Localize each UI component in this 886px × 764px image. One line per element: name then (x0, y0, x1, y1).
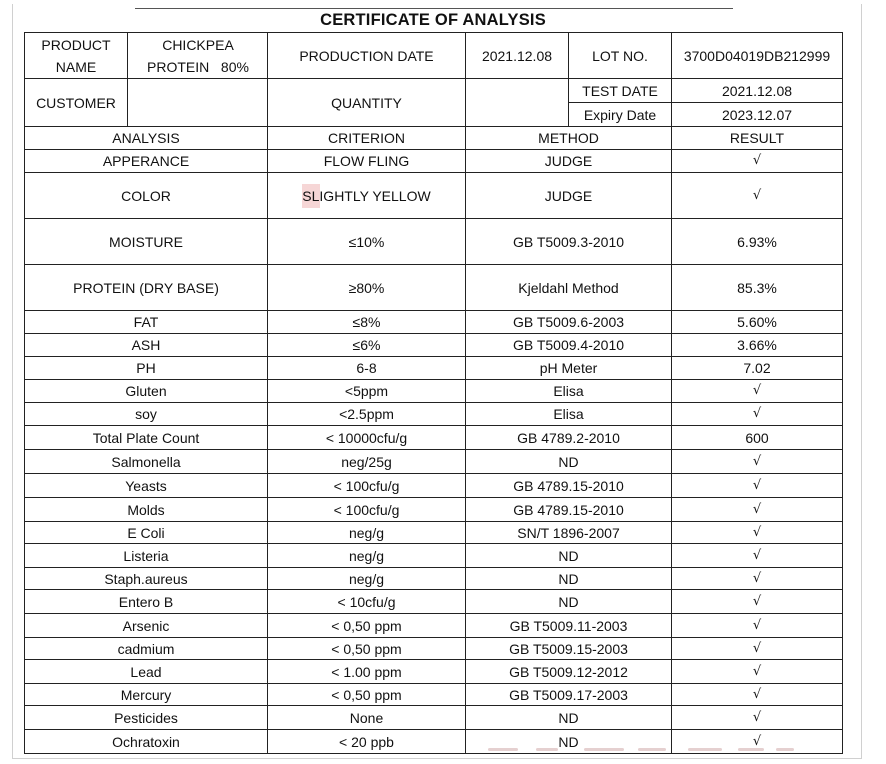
table-row (25, 568, 843, 590)
table-row (25, 265, 843, 311)
result-cell: √ (672, 638, 843, 660)
title-rule (135, 8, 733, 9)
table-row (25, 590, 843, 614)
lot-number-label: LOT NO. (569, 33, 672, 79)
method-cell: JUDGE (466, 150, 672, 173)
method-cell: Elisa (466, 403, 672, 426)
method-cell: ND (466, 544, 672, 568)
result-cell: √ (672, 684, 843, 706)
certificate-table (24, 32, 843, 754)
column-criterion: CRITERION (268, 127, 466, 150)
product-name-value: CHICKPEA PROTEIN 80% (128, 33, 268, 79)
customer-value (128, 79, 268, 127)
table-row (25, 544, 843, 568)
analysis-cell: cadmium (25, 638, 268, 660)
table-row (25, 684, 843, 706)
analysis-cell: Yeasts (25, 474, 268, 498)
method-cell: ND (466, 590, 672, 614)
test-date-label: TEST DATE (569, 79, 672, 103)
table-row (25, 450, 843, 474)
analysis-cell: soy (25, 403, 268, 426)
result-cell: √ (672, 498, 843, 522)
analysis-cell: PH (25, 357, 268, 380)
criterion-cell: neg/25g (268, 450, 466, 474)
criterion-cell: ≥80% (268, 265, 466, 311)
analysis-cell: Salmonella (25, 450, 268, 474)
result-cell: 600 (672, 426, 843, 450)
criterion-cell: neg/g (268, 544, 466, 568)
document-title: CERTIFICATE OF ANALYSIS (320, 11, 546, 29)
analysis-cell: Ochratoxin (25, 730, 268, 754)
criterion-cell: <5ppm (268, 380, 466, 403)
analysis-cell: Listeria (25, 544, 268, 568)
method-cell: GB 4789.15-2010 (466, 498, 672, 522)
analysis-cell: E Coli (25, 522, 268, 544)
table-row (25, 357, 843, 380)
result-cell: √ (672, 173, 843, 219)
expiry-date-label: Expiry Date (569, 103, 672, 127)
analysis-cell: FAT (25, 311, 268, 334)
criterion-cell: < 10cfu/g (268, 590, 466, 614)
analysis-cell: ASH (25, 334, 268, 357)
result-cell: √ (672, 544, 843, 568)
product-name-label: PRODUCT NAME (25, 33, 128, 79)
result-cell: √ (672, 150, 843, 173)
table-row (25, 660, 843, 684)
table-row (25, 638, 843, 660)
result-cell: √ (672, 450, 843, 474)
method-cell: ND (466, 706, 672, 730)
method-cell: SN/T 1896-2007 (466, 522, 672, 544)
header-row-customer (25, 79, 843, 103)
table-row (25, 498, 843, 522)
analysis-cell: MOISTURE (25, 219, 268, 265)
result-cell: √ (672, 706, 843, 730)
method-cell: ND (466, 568, 672, 590)
criterion-cell: < 0,50 ppm (268, 684, 466, 706)
analysis-cell: Total Plate Count (25, 426, 268, 450)
analysis-cell: Pesticides (25, 706, 268, 730)
method-cell: GB T5009.6-2003 (466, 311, 672, 334)
result-cell: √ (672, 614, 843, 638)
analysis-cell: COLOR (25, 173, 268, 219)
table-row (25, 474, 843, 498)
table-row (25, 219, 843, 265)
result-cell: √ (672, 522, 843, 544)
method-cell: GB T5009.11-2003 (466, 614, 672, 638)
criterion-cell: < 20 ppb (268, 730, 466, 754)
table-row (25, 614, 843, 638)
column-result: RESULT (672, 127, 843, 150)
table-row (25, 706, 843, 730)
analysis-cell: Staph.aureus (25, 568, 268, 590)
result-cell: √ (672, 474, 843, 498)
table-row (25, 173, 843, 219)
method-cell: GB 4789.2-2010 (466, 426, 672, 450)
result-cell: 3.66% (672, 334, 843, 357)
faded-footer-marks (488, 744, 798, 756)
criterion-cell: ≤10% (268, 219, 466, 265)
result-cell: √ (672, 568, 843, 590)
criterion-cell: < 0,50 ppm (268, 638, 466, 660)
lot-number-value: 3700D04019DB212999 (672, 33, 843, 79)
result-cell: √ (672, 403, 843, 426)
criterion-cell: < 0,50 ppm (268, 614, 466, 638)
method-cell: GB T5009.4-2010 (466, 334, 672, 357)
criterion-cell: < 100cfu/g (268, 474, 466, 498)
method-cell: GB 4789.15-2010 (466, 474, 672, 498)
expiry-date-value: 2023.12.07 (672, 103, 843, 127)
method-cell: GB T5009.15-2003 (466, 638, 672, 660)
table-row (25, 426, 843, 450)
table-row (25, 334, 843, 357)
criterion-cell: < 10000cfu/g (268, 426, 466, 450)
analysis-cell: APPERANCE (25, 150, 268, 173)
column-method: METHOD (466, 127, 672, 150)
table-row (25, 150, 843, 173)
column-header-row (25, 127, 843, 150)
column-analysis: ANALYSIS (25, 127, 268, 150)
criterion-cell: None (268, 706, 466, 730)
criterion-cell: < 100cfu/g (268, 498, 466, 522)
header-row-product (25, 33, 843, 79)
result-cell: √ (672, 590, 843, 614)
method-cell: GB T5009.17-2003 (466, 684, 672, 706)
analysis-cell: Lead (25, 660, 268, 684)
result-cell: 5.60% (672, 311, 843, 334)
criterion-cell: 6-8 (268, 357, 466, 380)
table-row (25, 380, 843, 403)
method-cell: ND (466, 730, 672, 754)
method-cell: Kjeldahl Method (466, 265, 672, 311)
production-date-label: PRODUCTION DATE (268, 33, 466, 79)
analysis-cell: Molds (25, 498, 268, 522)
analysis-cell: Mercury (25, 684, 268, 706)
criterion-cell: neg/g (268, 522, 466, 544)
criterion-cell: neg/g (268, 568, 466, 590)
criterion-cell: < 1.00 ppm (268, 660, 466, 684)
analysis-cell: PROTEIN (DRY BASE) (25, 265, 268, 311)
method-cell: GB T5009.12-2012 (466, 660, 672, 684)
method-cell: GB T5009.3-2010 (466, 219, 672, 265)
criterion-cell: <2.5ppm (268, 403, 466, 426)
method-cell: JUDGE (466, 173, 672, 219)
analysis-cell: Gluten (25, 380, 268, 403)
method-cell: ND (466, 450, 672, 474)
result-cell: √ (672, 730, 843, 754)
analysis-cell: Entero B (25, 590, 268, 614)
result-cell: √ (672, 380, 843, 403)
quantity-value (466, 79, 569, 127)
method-cell: pH Meter (466, 357, 672, 380)
criterion-text: SLIGHTLY YELLOW (302, 184, 430, 208)
production-date-value: 2021.12.08 (466, 33, 569, 79)
method-cell: Elisa (466, 380, 672, 403)
result-cell: 7.02 (672, 357, 843, 380)
criterion-cell (268, 173, 466, 219)
analysis-cell: Arsenic (25, 614, 268, 638)
result-cell: 6.93% (672, 219, 843, 265)
table-row (25, 522, 843, 544)
criterion-cell: ≤6% (268, 334, 466, 357)
criterion-cell: ≤8% (268, 311, 466, 334)
result-cell: 85.3% (672, 265, 843, 311)
criterion-cell: FLOW FLING (268, 150, 466, 173)
test-date-value: 2021.12.08 (672, 79, 843, 103)
quantity-label: QUANTITY (268, 79, 466, 127)
table-row (25, 311, 843, 334)
table-row (25, 403, 843, 426)
result-cell: √ (672, 660, 843, 684)
customer-label: CUSTOMER (25, 79, 128, 127)
